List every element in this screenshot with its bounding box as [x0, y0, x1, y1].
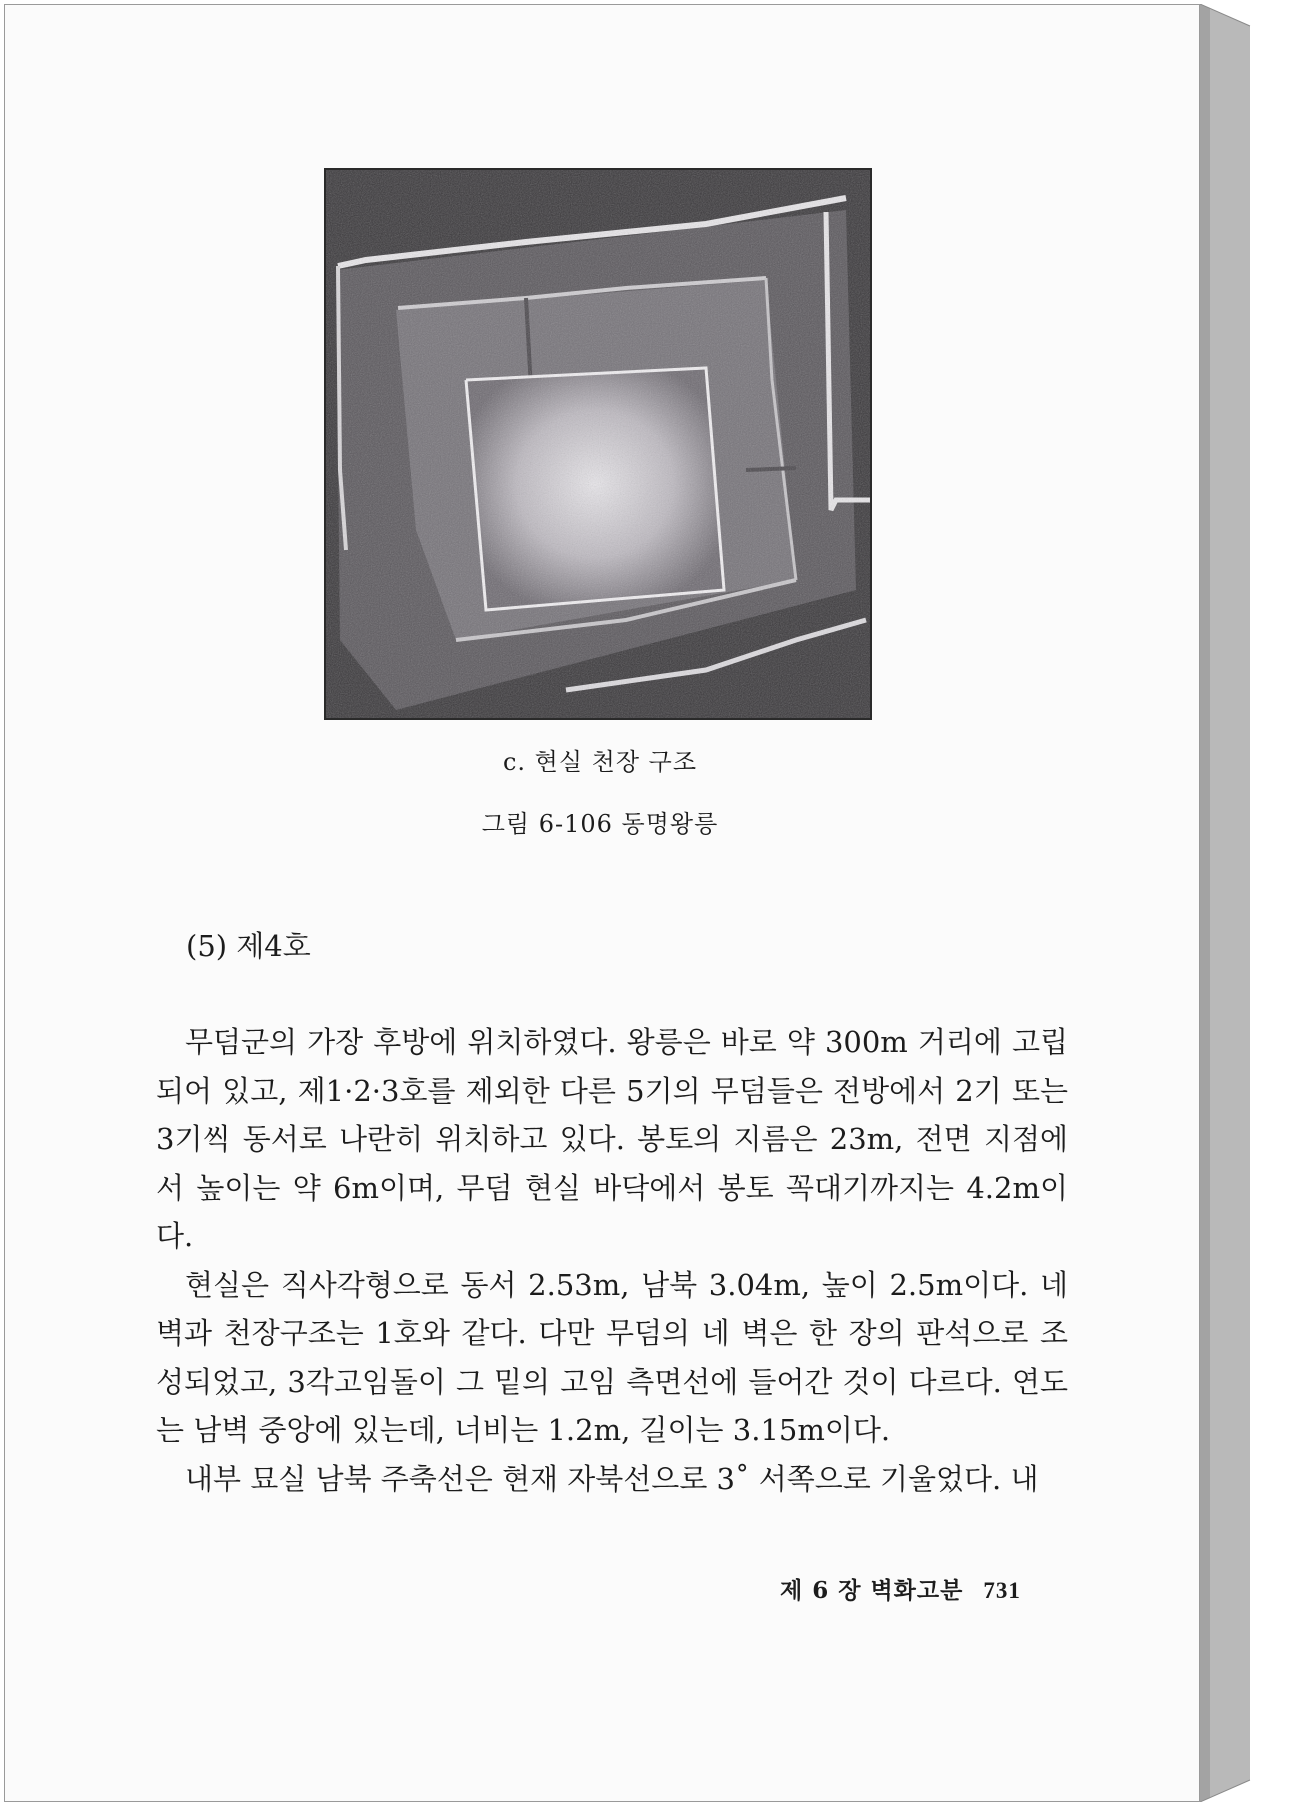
page-footer: [780, 1572, 1021, 1605]
book-spine: [1200, 4, 1258, 1802]
figure-caption: 그림 6-106 동명왕릉: [481, 810, 719, 838]
body-text: [156, 1018, 1068, 1503]
tomb-ceiling-illustration: [326, 170, 870, 718]
figure-subcaption: c. 현실 천장 구조: [502, 748, 698, 776]
paragraph: 무덤군의 가장 후방에 위치하였다. 왕릉은 바로 약 300m 거리에 고립되어 있고, 제1·2·3호를 제외한 다른 5기의 무덤들은 전방에서 2기 또는 3기씩 동서로 나란히 위치하고 있다. 봉토의 지름은 23m, 전면 지점에서 높이는 약 6m이며, 무덤 현실 바닥에서 봉토 꼭대기까지는 4.2m이다.: [156, 1025, 1068, 1253]
tomb-ceiling-photo: [324, 168, 872, 720]
section-heading: (5) 제4호: [186, 929, 311, 963]
paragraph: 내부 묘실 남북 주축선은 현재 자북선으로 3˚ 서쪽으로 기울었다. 내: [185, 1461, 1039, 1496]
paragraph: 현실은 직사각형으로 동서 2.53m, 남북 3.04m, 높이 2.5m이다. 네 벽과 천장구조는 1호와 같다. 다만 무덤의 네 벽은 한 장의 판석으로 조성되었고, 3각고임돌이 그 밑의 고임 측면선에 들어간 것이 다르다. 연도는 남벽 중앙에 있는데, 너비는 1.2m, 길이는 3.15m이다.: [156, 1267, 1068, 1447]
page-number: 731: [983, 1578, 1021, 1603]
chapter-title: 제 6 장 벽화고분: [780, 1577, 964, 1604]
